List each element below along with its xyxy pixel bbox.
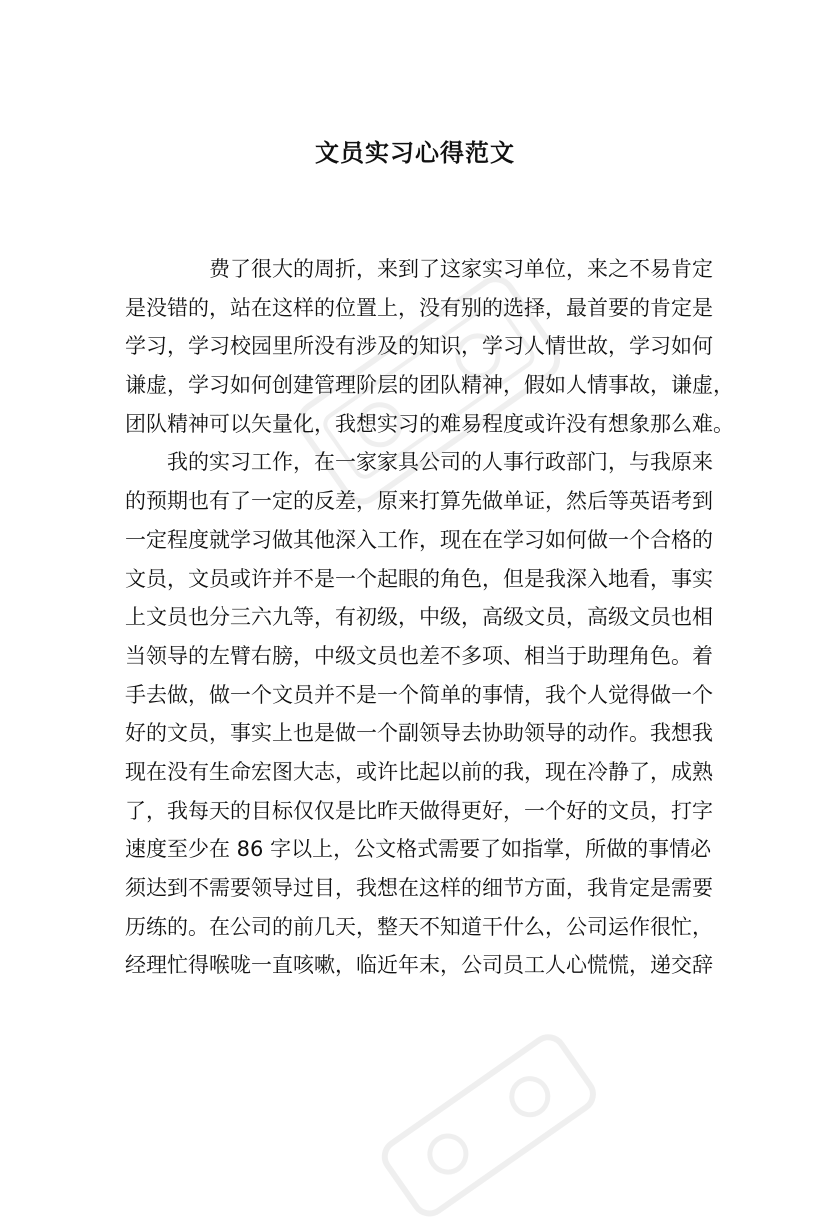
text-line: 的预期也有了一定的反差，原来打算先做单证，然后等英语考到 [125,489,713,514]
text-line: 我的实习工作，在一家家具公司的人事行政部门，与我原来 [167,450,713,475]
text-line: 经理忙得喉咙一直咳嗽，临近年末，公司员工人心慌慌，递交辞 [125,953,713,978]
text-line: 速度至少在 86 字以上，公文格式需要了如指掌，所做的事情必 [125,837,712,862]
text-line: 历练的。在公司的前几天，整天不知道干什么，公司运作很忙， [125,914,713,939]
text-line: 了，我每天的目标仅仅是比昨天做得更好，一个好的文员，打字 [125,798,713,823]
text-line: 费了很大的周折，来到了这家实习单位，来之不易肯定 [209,257,713,281]
text-line: 谦虚，学习如何创建管理阶层的团队精神，假如人情事故，谦虚， [125,373,734,398]
paragraph-1 [125,250,734,443]
text-line: 好的文员，事实上也是做一个副领导去协助领导的动作。我想我 [125,721,713,746]
text-line: 上文员也分三六九等，有初级，中级，高级文员，高级文员也相 [125,605,713,630]
text-line: 当领导的左臂右膀，中级文员也差不多项、相当于助理角色。着 [125,643,713,668]
text-line: 团队精神可以矢量化，我想实习的难易程度或许没有想象那么难。 [125,411,734,436]
document-body [125,250,734,985]
text-line: 须达到不需要领导过目，我想在这样的细节方面，我肯定是需要 [125,876,713,900]
text-line: 现在没有生命宏图大志，或许比起以前的我，现在冷静了，成熟 [125,759,713,784]
paragraph-2 [125,443,713,985]
text-line: 是没错的，站在这样的位置上，没有别的选择，最首要的肯定是 [125,295,713,320]
document-title: 文员实习心得范文 [315,139,515,167]
text-line: 一定程度就学习做其他深入工作，现在在学习如何做一个合格的 [125,527,713,552]
text-line: 学习，学习校园里所没有涉及的知识，学习人情世故，学习如何 [125,334,713,359]
text-line: 手去做，做一个文员并不是一个简单的事情，我个人觉得做一个 [125,682,713,707]
watermark-stamp-icon [373,1025,607,1228]
text-line: 文员，文员或许并不是一个起眼的角色，但是我深入地看，事实 [125,566,713,591]
